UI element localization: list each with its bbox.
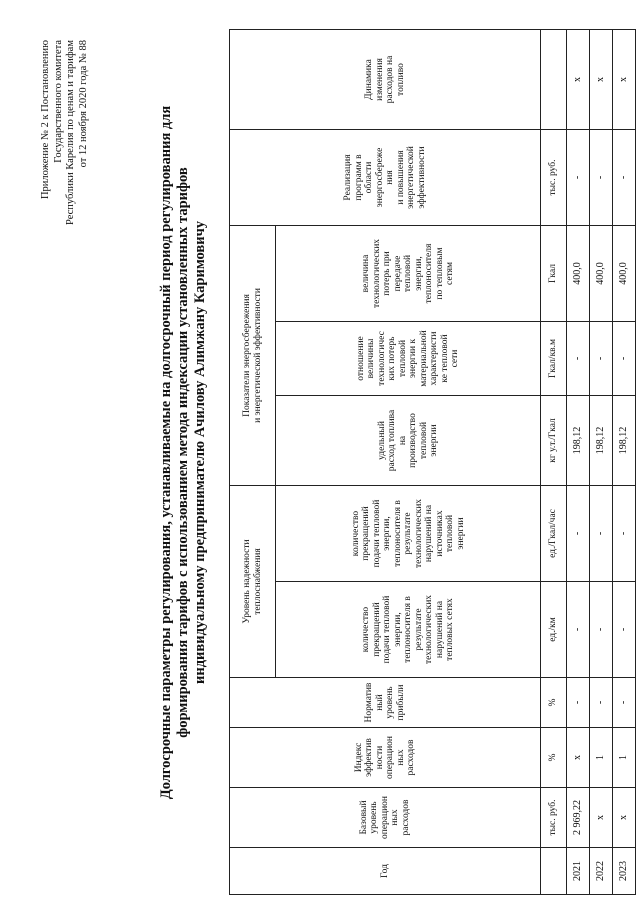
unit-cell: тыс. руб.	[541, 788, 566, 848]
table-row	[566, 30, 589, 895]
units-row	[541, 30, 566, 895]
cell: -	[612, 678, 635, 728]
unit-cell: %	[541, 678, 566, 728]
cell: х	[612, 788, 635, 848]
cell: х	[589, 788, 612, 848]
cell: -	[566, 322, 589, 396]
cell: х	[566, 728, 589, 788]
unit-cell: кг у.т./Гкал	[541, 396, 566, 486]
cell: -	[612, 486, 635, 582]
cell-year: 2023	[612, 848, 635, 895]
cell: -	[566, 678, 589, 728]
cell-year: 2022	[589, 848, 612, 895]
cell: 1	[612, 728, 635, 788]
header-tech-losses: величина технологических потерь при передаче тепловой энергии, теплоносителя по тепловым сетям	[276, 226, 541, 322]
cell: -	[612, 130, 635, 226]
cell: -	[589, 582, 612, 678]
unit-cell	[541, 30, 566, 130]
unit-cell: ед./Гкал/час	[541, 486, 566, 582]
cell: -	[589, 322, 612, 396]
appendix-note	[40, 40, 90, 340]
header-year: Год	[230, 848, 541, 895]
header-loss-ratio: отношение величины технологичес ких потерь тепловой энергии к материальной характеристи ке тепловой сети	[276, 322, 541, 396]
cell-year: 2021	[566, 848, 589, 895]
cell: -	[566, 582, 589, 678]
cell: 400,0	[589, 226, 612, 322]
document-title	[158, 60, 209, 845]
header-profit-level: Норматив ный уровень прибыли	[230, 678, 541, 728]
header-energy-programs: Реализация программ в области энергосбереже ния и повышения энергетической эффективности	[230, 130, 541, 226]
unit-cell: Гкал	[541, 226, 566, 322]
table-row	[589, 30, 612, 895]
cell: х	[612, 30, 635, 130]
cell: 1	[589, 728, 612, 788]
cell: -	[589, 486, 612, 582]
header-fuel-dynamics: Динамика изменения расходов на топливо	[230, 30, 541, 130]
unit-cell: %	[541, 728, 566, 788]
appendix-line: Государственного комитета	[52, 40, 64, 163]
cell: 198,12	[566, 396, 589, 486]
cell: 198,12	[589, 396, 612, 486]
header-base-opex: Базовый уровень операцион ных расходов	[230, 788, 541, 848]
cell: -	[589, 678, 612, 728]
cell: 400,0	[566, 226, 589, 322]
cell: -	[612, 582, 635, 678]
appendix-line: Приложение № 2 к Постановлению	[40, 40, 51, 200]
unit-cell: Гкал/кв.м	[541, 322, 566, 396]
header-source-outages: количество прекращений подачи тепловой энергии, теплоносителя в результате технологических нарушений на источниках тепловой энергии	[276, 486, 541, 582]
header-fuel-consumption: удельный расход топлива на производство тепловой энергии	[276, 396, 541, 486]
cell: -	[589, 130, 612, 226]
table-row	[612, 30, 635, 895]
cell: 400,0	[612, 226, 635, 322]
title-line: формирования тарифов с использованием метода индексации установленных тарифов	[175, 167, 191, 738]
header-reliability-group: Уровень надежности теплоснабжения	[230, 486, 276, 678]
unit-cell	[541, 848, 566, 895]
cell: -	[612, 322, 635, 396]
unit-cell: ед./км	[541, 582, 566, 678]
unit-cell: тыс. руб.	[541, 130, 566, 226]
cell: х	[566, 30, 589, 130]
cell: 2 969,22	[566, 788, 589, 848]
header-network-outages: количество прекращений подачи тепловой энергии, теплоносителя в результате технологических нарушений на тепловых сетях	[276, 582, 541, 678]
header-efficiency-index: Индекс эффектив ности операцион ных расходов	[230, 728, 541, 788]
cell: -	[566, 486, 589, 582]
appendix-line: Республики Карелия по ценам и тарифам	[65, 40, 76, 225]
appendix-line: от 12 ноября 2020 года № 88	[77, 40, 89, 168]
cell: -	[566, 130, 589, 226]
header-energy-group: Показатели энергосбережения и энергетической эффективности	[230, 226, 276, 486]
title-line: Долгосрочные параметры регулирования, устанавливаемые на долгосрочный период регулирования для	[158, 105, 174, 800]
cell: 198,12	[612, 396, 635, 486]
cell: х	[589, 30, 612, 130]
parameters-table	[229, 29, 636, 895]
title-line: индивидуальному предпринимателю Ачилову Алимжану Каримовичу	[192, 220, 208, 685]
